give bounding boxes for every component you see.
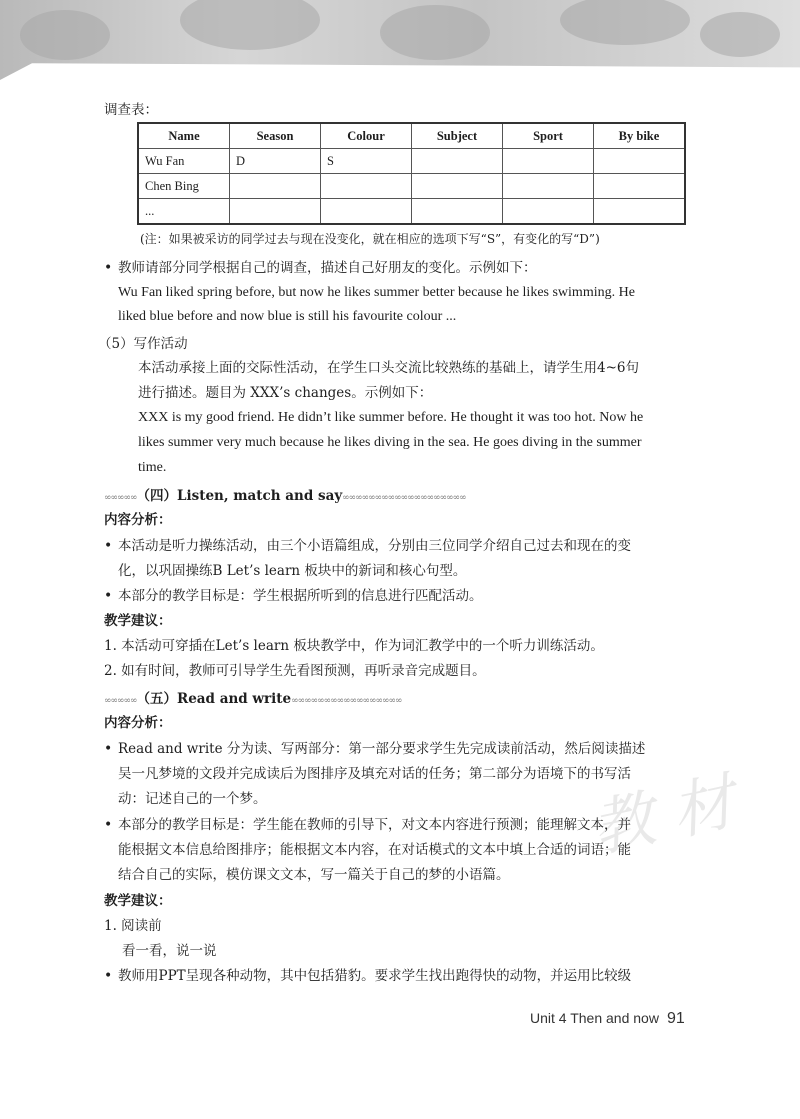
- table-row: [138, 149, 685, 174]
- section-heading-5: ∞∞∞∞∞（五）Read and write∞∞∞∞∞∞∞∞∞∞∞∞∞∞∞∞∞: [104, 691, 402, 707]
- example-text: Wu Fan liked spring before, but now he likes summer better because he likes swimming. He: [118, 285, 635, 300]
- numbered-item: 2. 如有时间，教师可引导学生先看图预测，再听录音完成题目。: [104, 663, 486, 679]
- table-header: By bike: [594, 123, 686, 149]
- table-cell: Wu Fan: [138, 149, 230, 174]
- table-header: Colour: [321, 123, 412, 149]
- example-text: liked blue before and now blue is still his favourite colour ...: [118, 309, 457, 324]
- table-cell: [230, 199, 321, 225]
- table-header: Season: [230, 123, 321, 149]
- bullet-continuation: 吴一凡梦境的文段并完成读后为图排序及填充对话的任务；第二部分为语境下的书写活: [118, 766, 631, 782]
- table-cell: [412, 174, 503, 199]
- numbered-item: 1. 本活动可穿插在Let’s learn 板块教学中，作为词汇教学中的一个听力训练活动。: [104, 638, 604, 654]
- paragraph: 本活动承接上面的交际性活动，在学生口头交流比较熟练的基础上，请学生用4~6句: [138, 360, 639, 376]
- table-cell: [412, 149, 503, 174]
- sub-item: 看一看，说一说: [122, 943, 217, 959]
- table-cell: ...: [138, 199, 230, 225]
- numbered-item: 1. 阅读前: [104, 918, 162, 934]
- bullet-item: • 本活动是听力操练活动，由三个小语篇组成，分别由三位同学介绍自己过去和现在的变: [118, 536, 631, 556]
- suggestion-label: 教学建议：: [104, 893, 172, 909]
- suggestion-label: 教学建议：: [104, 613, 172, 629]
- bullet-item: • 本部分的教学目标是：学生根据所听到的信息进行匹配活动。: [118, 586, 483, 606]
- writing-heading: （5）写作活动: [98, 336, 188, 352]
- page-footer: [530, 1010, 685, 1028]
- bullet-item: • 教师请部分同学根据自己的调查，描述自己好朋友的变化。示例如下：: [118, 258, 537, 278]
- table-cell: [412, 199, 503, 225]
- paragraph: 进行描述。题目为 XXX’s changes。示例如下：: [138, 385, 433, 401]
- survey-title: 调查表：: [104, 102, 158, 118]
- table-cell: S: [321, 149, 412, 174]
- bullet-continuation: 化，以巩固操练B Let’s learn 板块中的新词和核心句型。: [118, 563, 467, 579]
- table-cell: [594, 174, 686, 199]
- survey-note: (注：如果被采访的同学过去与现在没变化，就在相应的选项下写“S”，有变化的写“D”): [140, 232, 600, 246]
- table-cell: [594, 149, 686, 174]
- analysis-label: 内容分析：: [104, 715, 172, 731]
- table-cell: [594, 199, 686, 225]
- bullet-continuation: 结合自己的实际，模仿课文文本，写一篇关于自己的梦的小语篇。: [118, 867, 510, 883]
- table-row: [138, 174, 685, 199]
- footer-unit: Unit 4 Then and now: [530, 1010, 659, 1026]
- table-cell: D: [230, 149, 321, 174]
- table-cell: [321, 199, 412, 225]
- page-number: 91: [666, 1010, 685, 1027]
- table-header: Name: [138, 123, 230, 149]
- table-cell: [503, 174, 594, 199]
- header-banner: [0, 0, 800, 80]
- example-text: time.: [138, 460, 167, 475]
- bullet-item: • Read and write 分为读、写两部分：第一部分要求学生先完成读前活动，然后阅读描述: [118, 739, 645, 759]
- example-text: XXX is my good friend. He didn’t like summer before. He thought it was too hot. Now he: [138, 410, 644, 425]
- bullet-item: • 本部分的教学目标是：学生能在教师的引导下，对文本内容进行预测；能理解文本，并: [118, 815, 631, 835]
- bullet-continuation: 能根据文本信息给图排序；能根据文本内容，在对话模式的文本中填上合适的词语；能: [118, 842, 631, 858]
- watermark: 教 材: [585, 764, 741, 867]
- bullet-continuation: 动：记述自己的一个梦。: [118, 791, 267, 807]
- table-row: [138, 199, 685, 225]
- example-text: likes summer very much because he likes diving in the sea. He goes diving in the summer: [138, 435, 642, 450]
- analysis-label: 内容分析：: [104, 512, 172, 528]
- survey-table: [137, 122, 686, 225]
- table-cell: Chen Bing: [138, 174, 230, 199]
- table-cell: [230, 174, 321, 199]
- table-cell: [503, 199, 594, 225]
- table-header: Subject: [412, 123, 503, 149]
- bullet-item: • 教师用PPT呈现各种动物，其中包括猎豹。要求学生找出跑得快的动物，并运用比较级: [118, 966, 631, 986]
- table-header: Sport: [503, 123, 594, 149]
- table-cell: [321, 174, 412, 199]
- section-heading-4: ∞∞∞∞∞（四）Listen, match and say∞∞∞∞∞∞∞∞∞∞∞∞∞∞∞∞∞∞∞: [104, 488, 466, 504]
- table-cell: [503, 149, 594, 174]
